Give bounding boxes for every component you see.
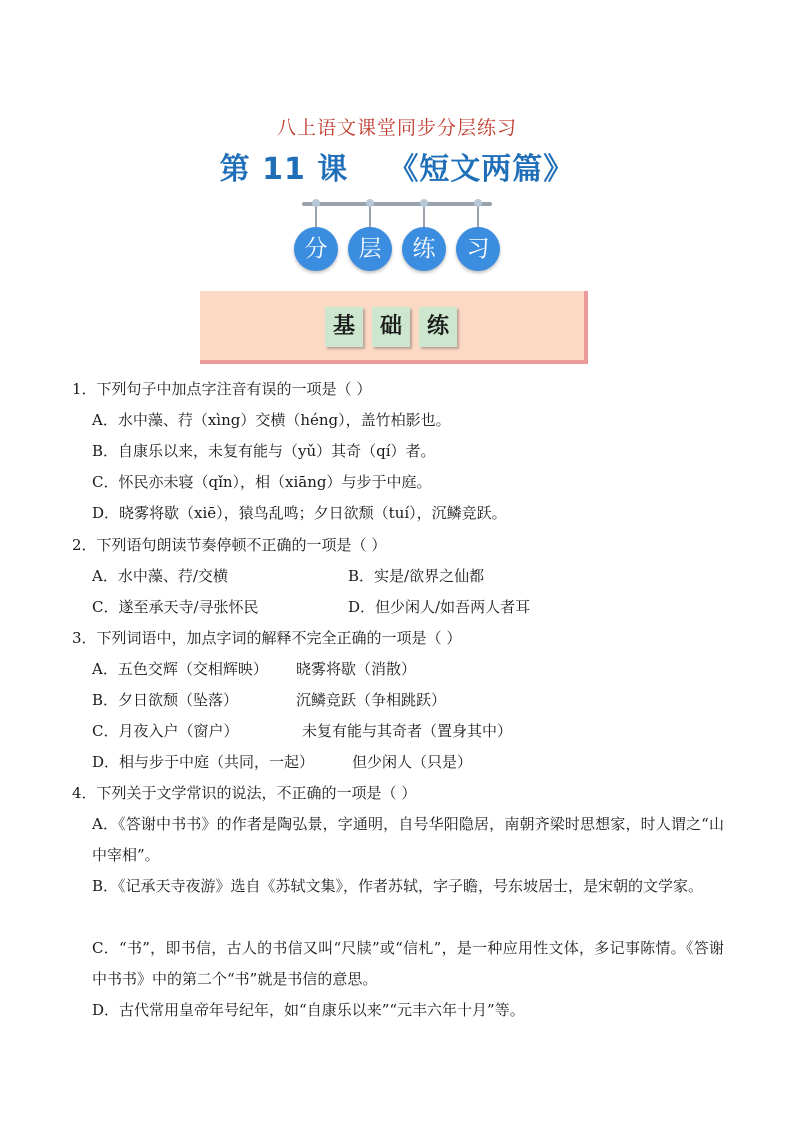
question-1-option-b: B．自康乐以来，未复有能与（yǔ）其奇（qí）者。	[92, 442, 436, 460]
question-3-stem: 3．下列词语中，加点字词的解释不完全正确的一项是（ ）	[72, 629, 462, 647]
question-2-option-d: D．但少闲人/如吾两人者耳	[348, 598, 531, 616]
badge-rail	[302, 202, 492, 206]
question-1-option-c: C．怀民亦未寝（qǐn），相（xiāng）与步于中庭。	[92, 473, 432, 491]
badge-circle-1: 分	[294, 227, 338, 271]
question-2-option-c: C．遂至承天寺/寻张怀民	[92, 598, 259, 616]
badge-pin-dot	[474, 199, 482, 207]
question-2-option-a: A．水中藻、荇/交横	[92, 567, 228, 585]
question-4-stem: 4．下列关于文学常识的说法，不正确的一项是（ ）	[72, 784, 417, 802]
question-3-option-a-left: A．五色交辉（交相辉映）	[92, 660, 268, 678]
question-2-stem: 2．下列语句朗读节奏停顿不正确的一项是（ ）	[72, 536, 387, 554]
question-2-option-b: B．实是/欲界之仙都	[348, 567, 485, 585]
question-3-option-c-right: 未复有能与其奇者（置身其中）	[302, 722, 513, 740]
lesson-title	[0, 144, 794, 188]
question-4-option-a: A．《答谢中书书》的作者是陶弘景，字通明，自号华阳隐居，南朝齐梁时思想家，时人谓之“山中宰相”。	[92, 815, 724, 864]
section-chip-1: 基	[325, 307, 363, 347]
badge-pin-dot	[312, 199, 320, 207]
question-3-option-b-right: 沉鳞竞跃（争相跳跃）	[296, 691, 447, 709]
lesson-number: 第 11 课	[219, 152, 349, 187]
question-4-option-b: B．《记承天寺夜游》选自《苏轼文集》，作者苏轼，字子瞻，号东坡居士，是宋朝的文学家。	[92, 877, 704, 895]
lesson-name: 《短文两篇》	[388, 152, 575, 187]
question-4-option-c: C．“书”，即书信，古人的书信又叫“尺牍”或“信札”，是一种应用性文体，多记事陈情。《答谢中书书》中的第二个“书”就是书信的意思。	[92, 939, 724, 988]
worksheet-subtitle: 八上语文课堂同步分层练习	[276, 117, 517, 139]
question-1-option-a: A．水中藻、荇（xìng）交横（héng），盖竹柏影也。	[92, 411, 451, 429]
badge-pin-dot	[420, 199, 428, 207]
question-3-option-d-left: D．相与步于中庭（共同，一起）	[92, 753, 315, 771]
badge-circle-3: 练	[402, 227, 446, 271]
section-chip-3: 练	[419, 307, 457, 347]
question-3-option-b-left: B．夕日欲颓（坠落）	[92, 691, 239, 709]
question-3-option-a-right: 晓雾将歇（消散）	[296, 660, 417, 678]
question-1-option-d: D．晓雾将歇（xiē），猿鸟乱鸣；夕日欲颓（tuí），沉鳞竞跃。	[92, 504, 507, 522]
question-4-option-d: D．古代常用皇帝年号纪年，如“自康乐以来”“元丰六年十月”等。	[92, 1001, 525, 1019]
badge-circle-2: 层	[348, 227, 392, 271]
badge-circle-4: 习	[456, 227, 500, 271]
badge-pin-dot	[366, 199, 374, 207]
section-chip-2: 础	[372, 307, 410, 347]
question-3-option-d-right: 但少闲人（只是）	[352, 753, 473, 771]
question-1-stem: 1．下列句子中加点字注音有误的一项是（ ）	[72, 380, 372, 398]
question-3-option-c-left: C．月夜入户（窗户）	[92, 722, 239, 740]
